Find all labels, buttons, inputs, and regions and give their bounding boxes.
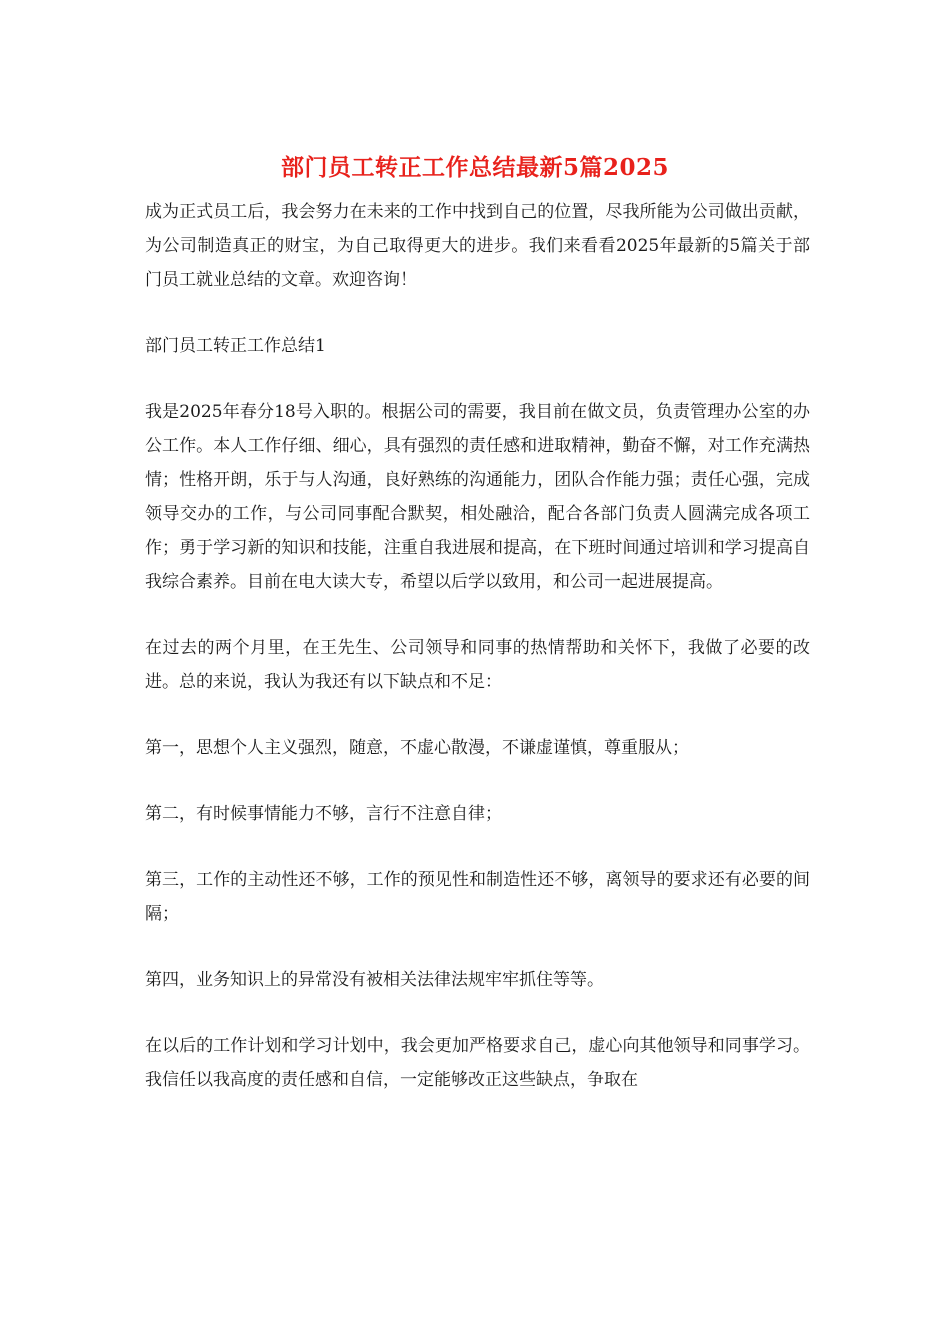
list-item-second: 第二，有时候事情能力不够，言行不注意自律； (145, 804, 502, 824)
body-paragraph: 我是2025年春分18号入职的。根据公司的需要，我目前在做文员，负责管理办公室的办公工作。本人工作仔细、细心，具有强烈的责任感和进取精神，勤奋不懈，对工作充满热情；性格开朗，乐于与人沟通，良好熟练的沟通能力，团队合作能力强；责任心强，完成领导交办的工作，与公司同事配合默契，相处融洽，配合各部门负责人圆满完成各项工作；勇于学习新的知识和技能，注重自我进展和提高，在下班时间通过培训和学习提高自我综合素养。目前在电大读大专，希望以后学以致用，和公司一起进展提高。 (145, 402, 810, 592)
intro-paragraph: 成为正式员工后，我会努力在未来的工作中找到自己的位置，尽我所能为公司做出贡献，为公司制造真正的财宝，为自己取得更大的进步。我们来看看2025年最新的5篇关于部门员工就业总结的文章。欢迎咨询！ (145, 202, 810, 290)
list-item-fourth: 第四，业务知识上的异常没有被相关法律法规牢牢抓住等等。 (145, 970, 604, 990)
list-item-first: 第一，思想个人主义强烈，随意，不虚心散漫，不谦虚谨慎，尊重服从； (145, 738, 689, 758)
document-body (145, 195, 810, 1129)
body-paragraph: 在以后的工作计划和学习计划中，我会更加严格要求自己，虚心向其他领导和同事学习。我信任以我高度的责任感和自信，一定能够改正这些缺点，争取在 (145, 1036, 810, 1090)
section-heading: 部门员工转正工作总结1 (145, 336, 326, 356)
list-item-third: 第三，工作的主动性还不够，工作的预见性和制造性还不够，离领导的要求还有必要的间隔； (145, 870, 810, 924)
body-paragraph: 在过去的两个月里，在王先生、公司领导和同事的热情帮助和关怀下，我做了必要的改进。总的来说，我认为我还有以下缺点和不足： (145, 638, 810, 692)
document-title: 部门员工转正工作总结最新5篇2025 (280, 154, 670, 181)
